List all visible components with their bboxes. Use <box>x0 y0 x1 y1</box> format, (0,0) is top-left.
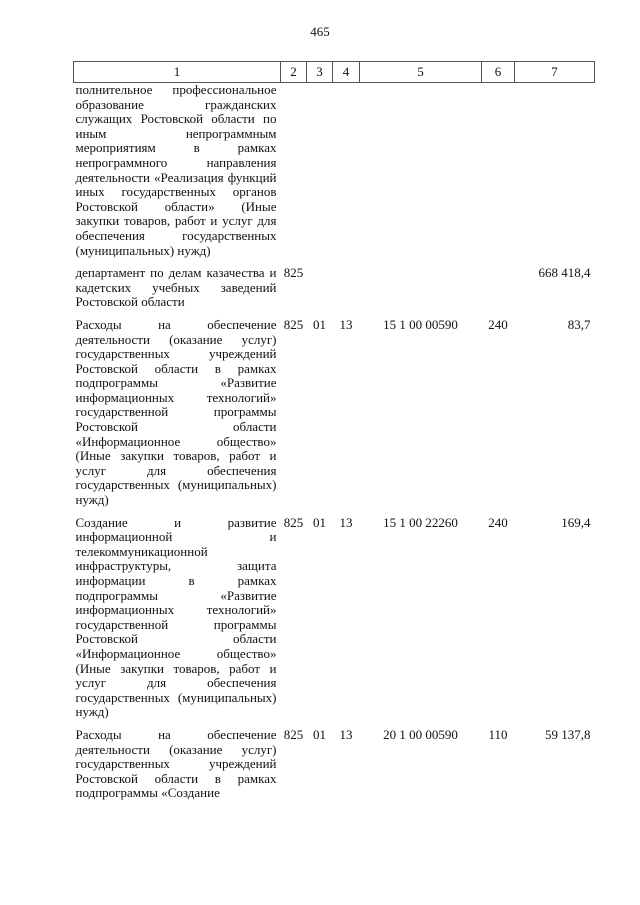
row-name: департамент по делам казачества и кадетских учебных заведений Ростовской области <box>75 265 277 310</box>
table-row <box>74 83 595 267</box>
row-ved: 825 <box>283 316 304 332</box>
row-csr: 20 1 00 00590 <box>383 726 458 742</box>
row-sum: 668 418,4 <box>538 265 591 281</box>
row-rz <box>307 83 333 267</box>
row-pr: 13 <box>339 514 353 530</box>
column-header-2: 2 <box>281 62 307 83</box>
column-header-5: 5 <box>360 62 482 83</box>
row-csr <box>360 266 482 318</box>
row-ved: 825 <box>283 726 304 742</box>
budget-table <box>73 61 595 809</box>
column-header-7: 7 <box>515 62 595 83</box>
row-vr <box>482 266 515 318</box>
row-vr <box>482 83 515 267</box>
row-vr: 240 <box>488 316 508 332</box>
row-name: полнительное профессиональное образование гражданских служащих Ростовской области по иным непрограммным мероприятиям в рамках непрограммного направления деятельности «Реализация функций иных государственных органов Ростовской области» (Иные закупки товаров, работ и услуг для обеспечения государственных (муниципальных) нужд) <box>75 82 277 258</box>
row-sum <box>515 83 595 267</box>
row-sum: 59 137,8 <box>545 726 591 742</box>
column-header-3: 3 <box>307 62 333 83</box>
row-ved: 825 <box>283 265 304 281</box>
row-vr: 110 <box>488 726 508 742</box>
row-csr: 15 1 00 00590 <box>383 316 458 332</box>
row-csr <box>360 83 482 267</box>
row-name: Расходы на обеспечение деятельности (оказание услуг) государственных учреждений Ростовской области в рамках подпрограммы «Создание <box>75 726 277 801</box>
table-row <box>74 516 595 728</box>
row-sum: 83,7 <box>567 316 591 332</box>
row-rz: 01 <box>313 316 326 332</box>
table-row <box>74 266 595 318</box>
row-rz <box>307 266 333 318</box>
table-row <box>74 728 595 809</box>
row-pr: 13 <box>339 316 353 332</box>
row-name: Расходы на обеспечение деятельности (оказание услуг) государственных учреждений Ростовской области в рамках подпрограммы «Развитие информационных технологий» государственной программы Ростовской области «Информационное общество» (Иные закупки товаров, работ и услуг для обеспечения государственных (муниципальных) нужд) <box>75 316 277 508</box>
row-rz: 01 <box>313 514 326 530</box>
row-ved: 825 <box>283 514 304 530</box>
row-sum: 169,4 <box>561 514 591 530</box>
row-ved <box>281 83 307 267</box>
row-name: Создание и развитие информационной и телекоммуникационной инфраструктуры, защита информации в рамках подпрограммы «Развитие информационных технологий» государственной программы Ростовской области «Информационное общество» (Иные закупки товаров, работ и услуг для обеспечения государственных (муниципальных) нужд) <box>75 514 277 720</box>
row-rz: 01 <box>313 726 326 742</box>
row-pr <box>333 83 360 267</box>
row-vr: 240 <box>488 514 508 530</box>
column-header-1: 1 <box>74 62 281 83</box>
page-number: 465 <box>310 24 330 39</box>
column-header-4: 4 <box>333 62 360 83</box>
row-pr: 13 <box>339 726 353 742</box>
column-header-6: 6 <box>482 62 515 83</box>
row-pr <box>333 266 360 318</box>
row-csr: 15 1 00 22260 <box>383 514 458 530</box>
table-row <box>74 318 595 516</box>
table-header <box>74 62 595 83</box>
